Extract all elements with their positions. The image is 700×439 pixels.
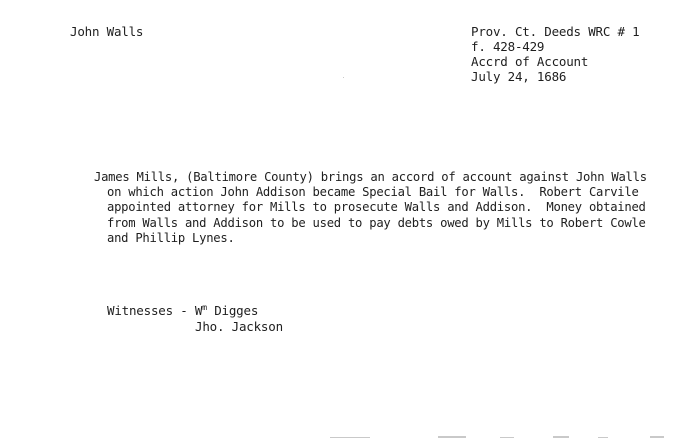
scan-artifact xyxy=(343,77,344,78)
citation-date: July 24, 1686 xyxy=(471,69,567,84)
witness-second: Jho. Jackson xyxy=(195,318,283,334)
witness-row-first xyxy=(107,300,283,319)
scan-artifact xyxy=(553,436,569,438)
scan-artifact xyxy=(598,437,608,438)
subject-name: John Walls xyxy=(70,24,144,39)
witness-first-rest: Digges xyxy=(206,303,259,318)
scan-artifact xyxy=(438,436,466,438)
scan-artifact xyxy=(500,437,514,438)
summary-paragraph xyxy=(94,170,674,246)
witnesses-label: Witnesses - xyxy=(107,303,195,318)
citation-type: Accrd of Account xyxy=(471,54,589,69)
summary-line: appointed attorney for Mills to prosecute Walls and Addison. Money obtained xyxy=(107,200,646,215)
citation-folio: f. 428-429 xyxy=(471,39,545,54)
witness-first-prefix: W xyxy=(194,303,203,318)
citation-source: Prov. Ct. Deeds WRC # 1 xyxy=(471,24,640,39)
citation-block xyxy=(471,24,640,84)
witness-first-superscript: m xyxy=(202,303,207,312)
summary-line: James Mills, (Baltimore County) brings an accord of account against John Walls xyxy=(94,170,647,184)
scan-artifact xyxy=(650,436,664,438)
scan-artifact xyxy=(330,437,370,438)
summary-line: on which action John Addison became Special Bail for Walls. Robert Carvile xyxy=(107,185,639,200)
summary-line: and Phillip Lynes. xyxy=(107,230,235,245)
witnesses-block xyxy=(107,300,283,334)
summary-line: from Walls and Addison to be used to pay debts owed by Mills to Robert Cowle xyxy=(107,215,646,230)
